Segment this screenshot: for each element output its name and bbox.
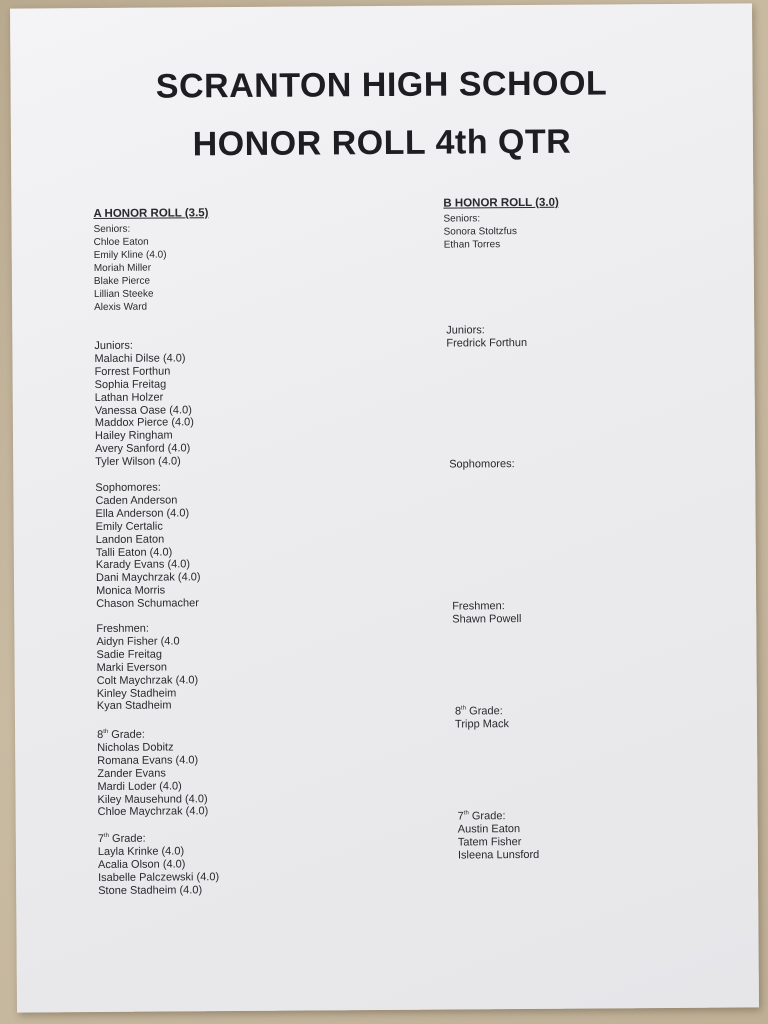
a-sophomore-name: Dani Maychrzak (4.0) — [95, 571, 201, 585]
a-junior-name: Malachi Dilse (4.0) — [94, 352, 186, 365]
a-sophomores-group — [95, 481, 217, 623]
a-sophomore-name: Chason Schumacher — [96, 597, 199, 611]
a-senior-name: Emily Kline (4.0) — [93, 249, 167, 262]
a-freshmen-label: Freshmen: — [96, 622, 149, 636]
a-honor-roll-column — [93, 207, 219, 897]
a-heading-text: A HONOR ROLL — [93, 207, 182, 221]
a-eighth-rest: Grade: — [108, 728, 145, 741]
a-seventh-grade-label — [98, 832, 219, 846]
a-juniors-label: Juniors: — [94, 339, 133, 353]
b-seventh-rest: Grade: — [468, 810, 506, 823]
a-sophomore-name: Emily Certalic — [95, 520, 163, 533]
a-sophomore-name: Talli Eaton (4.0) — [95, 546, 173, 559]
a-eighth-num: 8 — [97, 728, 104, 741]
a-senior-name: Alexis Ward — [94, 301, 148, 314]
a-seventh-grade-group — [98, 832, 220, 897]
a-freshmen-group — [96, 622, 218, 729]
b-sophomores-group — [445, 458, 561, 601]
b-freshmen-group — [446, 600, 562, 706]
a-eighth-grade-group — [97, 728, 219, 833]
b-juniors-label: Juniors: — [446, 324, 485, 337]
b-seventh-num: 7 — [457, 810, 464, 823]
a-junior-name: Lathan Holzer — [94, 391, 164, 404]
a-seventh-rest: Grade: — [108, 832, 146, 845]
paper-sheet — [10, 3, 759, 1012]
a-sophomore-name: Landon Eaton — [95, 533, 165, 546]
b-seventh-name: Isleena Lunsford — [457, 848, 540, 862]
honor-roll-title: HONOR ROLL 4th QTR — [192, 122, 572, 164]
b-seventh-grade-group — [448, 810, 564, 862]
a-eighth-sup: th — [103, 728, 109, 735]
a-freshman-name: Kyan Stadheim — [96, 699, 172, 713]
b-freshmen-label: Freshmen: — [452, 600, 505, 613]
a-junior-name: Vanessa Oase (4.0) — [94, 403, 192, 417]
b-eighth-grade-group — [447, 705, 563, 811]
a-eighth-name: Nicholas Dobitz — [97, 741, 174, 754]
a-junior-name: Sophia Freitag — [94, 378, 167, 391]
a-eighth-name: Kiley Mausehund (4.0) — [97, 792, 208, 806]
b-eighth-num: 8 — [454, 705, 462, 718]
b-freshman-name: Shawn Powell — [452, 612, 522, 626]
b-juniors-group — [444, 324, 560, 459]
a-heading-gpa: (3.5) — [184, 207, 209, 220]
b-senior-name: Ethan Torres — [443, 239, 501, 251]
b-seventh-sup: th — [463, 810, 469, 817]
a-sophomore-name: Karady Evans (4.0) — [95, 558, 191, 572]
a-junior-name: Tyler Wilson (4.0) — [95, 455, 181, 469]
a-senior-name: Chloe Eaton — [93, 236, 149, 249]
a-eighth-name: Mardi Loder (4.0) — [97, 780, 182, 793]
a-eighth-name: Zander Evans — [97, 767, 166, 780]
a-eighth-grade-label — [97, 728, 218, 742]
b-heading-gpa: (3.0) — [535, 196, 559, 209]
a-sophomore-name: Ella Anderson (4.0) — [95, 507, 190, 520]
a-junior-name: Avery Sanford (4.0) — [95, 442, 191, 456]
a-seniors-group — [94, 222, 216, 340]
b-seventh-name: Tatem Fisher — [457, 835, 522, 849]
b-seventh-grade-label — [458, 810, 564, 824]
a-junior-name: Forrest Forthun — [94, 365, 171, 378]
a-freshman-name: Colt Maychrzak (4.0) — [96, 673, 199, 687]
a-senior-name: Blake Pierce — [93, 275, 151, 288]
a-senior-name: Lillian Steeke — [93, 288, 154, 301]
a-eighth-name: Chloe Maychrzak (4.0) — [97, 805, 209, 819]
a-freshman-name: Sadie Freitag — [96, 648, 163, 661]
a-junior-name: Hailey Ringham — [94, 429, 173, 443]
b-eighth-name: Tripp Mack — [454, 718, 510, 731]
b-eighth-rest: Grade: — [466, 705, 503, 718]
b-honor-roll-column — [443, 197, 563, 862]
a-sophomore-name: Caden Anderson — [95, 494, 178, 507]
a-seventh-name: Layla Krinke (4.0) — [97, 845, 185, 858]
a-seventh-name: Stone Stadheim (4.0) — [98, 883, 203, 897]
b-heading-text: B HONOR ROLL — [443, 196, 533, 210]
b-junior-name: Fredrick Forthun — [446, 336, 528, 350]
b-sophomores-label: Sophomores: — [449, 458, 515, 471]
a-sophomores-label: Sophomores: — [95, 481, 161, 495]
a-freshman-name: Aidyn Fisher (4.0 — [96, 635, 180, 648]
a-seventh-name: Isabelle Palczewski (4.0) — [98, 870, 220, 884]
a-juniors-group — [94, 339, 216, 482]
b-eighth-sup: th — [461, 705, 467, 712]
b-seventh-name: Austin Eaton — [457, 822, 521, 836]
b-senior-name: Sonora Stoltzfus — [443, 226, 517, 238]
a-freshman-name: Marki Everson — [96, 661, 167, 674]
a-senior-name: Moriah Miller — [93, 262, 152, 275]
a-eighth-name: Romana Evans (4.0) — [97, 754, 199, 767]
b-seniors-group — [443, 212, 559, 325]
a-seventh-sup: th — [103, 832, 109, 839]
a-seventh-name: Acalia Olson (4.0) — [97, 858, 186, 871]
a-junior-name: Maddox Pierce (4.0) — [94, 416, 194, 430]
b-seniors-label: Seniors: — [443, 213, 481, 225]
b-honor-roll-heading — [443, 197, 559, 211]
b-eighth-grade-label — [455, 705, 563, 719]
a-sophomore-name: Monica Morris — [96, 584, 166, 598]
a-seniors-label: Seniors: — [93, 223, 131, 236]
school-title: SCRANTON HIGH SCHOOL — [155, 64, 608, 106]
a-honor-roll-heading — [93, 207, 214, 221]
a-seventh-num: 7 — [97, 832, 104, 845]
a-freshman-name: Kinley Stadheim — [96, 686, 177, 700]
